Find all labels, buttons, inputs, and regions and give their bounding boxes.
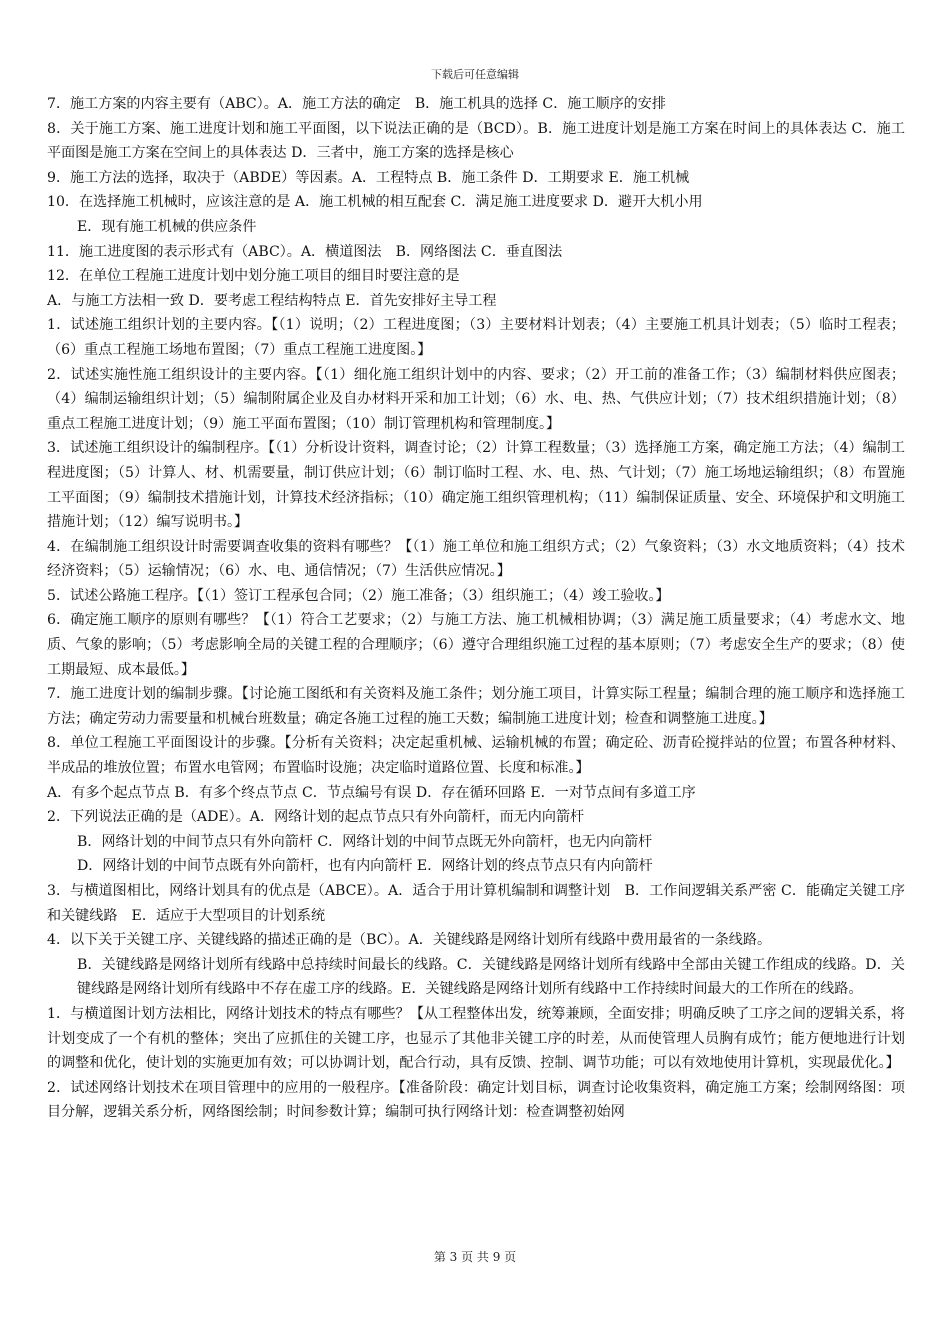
paragraph: 7．施工进度计划的编制步骤。【讨论施工图纸和有关资料及施工条件；划分施工项目，计算实际工程量；编制合理的施工顺序和选择施工方法；确定劳动力需要量和机械台班数量；确定各施工过程的施工天数；编制施工进度计划；检查和调整施工进度。】 <box>47 686 905 727</box>
paragraph: 2．试述网络计划技术在项目管理中的应用的一般程序。【准备阶段：确定计划目标，调查讨论收集资料，确定施工方案；绘制网络图：项目分解，逻辑关系分析，网络图绘制；时间参数计算；编制可执行网络计划：检查调整初始网 <box>47 1079 905 1121</box>
paragraph: 7．施工方案的内容主要有（ABC）。A．施工方法的确定 B．施工机具的选择 C．施工顺序的安排 <box>47 96 666 112</box>
paragraph: E．现有施工机械的供应条件 <box>77 218 257 235</box>
paragraph: B．关键线路是网络计划所有线路中总持续时间最长的线路。C．关键线路是网络计划所有线路中全部由关键工作组成的线路。D．关键线路是网络计划所有线路中不存在虚工序的线路。E．关键线路是网络计划所有线路中工作持续时间最大的工作所在的线路。 <box>77 956 905 998</box>
paragraph: 2．试述实施性施工组织设计的主要内容。【（1）细化施工组织计划中的内容、要求；（2）开工前的准备工作；（3）编制材料供应图表；（4）编制运输组织计划；（5）编制附属企业及自办材料开采和加工计划；（6）水、电、热、气供应计划；（7）技术组织措施计划；（8）重点工程施工进度计划；（9）施工平面布置图；（10）制订管理机构和管理制度。】 <box>47 366 905 432</box>
paragraph: 3．与横道图相比，网络计划具有的优点是（ABCE）。A．适合于用计算机编制和调整计划 B．工作间逻辑关系严密 C．能确定关键工序和关键线路 E．适应于大型项目的计划系统 <box>47 883 905 924</box>
paragraph: 3．试述施工组织设计的编制程序。【（1）分析设计资料，调查讨论；（2）计算工程数量；（3）选择施工方案，确定施工方法；（4）编制工程进度图；（5）计算人、材、机需要量，制订供应计划；（6）制订临时工程、水、电、热、气计划；（7）施工场地运输组织；（8）布置施工平面图；（9）编制技术措施计划，计算技术经济指标；（10）确定施工组织管理机构；（11）编制保证质量、安全、环境保护和文明施工措施计划；（12）编写说明书。】 <box>47 440 905 531</box>
paragraph: 10．在选择施工机械时，应该注意的是 A．施工机械的相互配套 C．满足施工进度要求 D．避开大机小用 <box>47 194 703 211</box>
paragraph: D．网络计划的中间节点既有外向箭杆，也有内向箭杆 E．网络计划的终点节点只有内向箭杆 <box>77 858 653 875</box>
paragraph: A．有多个起点节点 B．有多个终点节点 C．节点编号有误 D．存在循环回路 E．一对节点间有多道工序 <box>47 784 696 801</box>
page-footer: 第 3 页 共 9 页 <box>433 1250 517 1264</box>
paragraph: B．网络计划的中间节点只有外向箭杆 C．网络计划的中间节点既无外向箭杆，也无内向箭杆 <box>77 833 653 850</box>
paragraph: 5．试述公路施工程序。【（1）签订工程承包合同；（2）施工准备；（3）组织施工；（4）竣工验收。】 <box>47 587 670 604</box>
paragraph: 11．施工进度图的表示形式有（ABC）。A．横道图法 B．网络图法 C．垂直图法 <box>47 243 563 260</box>
paragraph: 8．关于施工方案、施工进度计划和施工平面图，以下说法正确的是（BCD）。B．施工进度计划是施工方案在时间上的具体表达 C．施工平面图是施工方案在空间上的具体表达 D．三者中，施工方案的选择是核心 <box>47 120 905 162</box>
paragraph: 1．试述施工组织计划的主要内容。【（1）说明；（2）工程进度图；（3）主要材料计划表；（4）主要施工机具计划表；（5）临时工程表；（6）重点工程施工场地布置图；（7）重点工程施工进度图。】 <box>47 317 905 358</box>
paragraph: 4．以下关于关键工序、关键线路的描述正确的是（BC）。A．关键线路是网络计划所有线路中费用最省的一条线路。 <box>47 932 772 949</box>
document-body <box>47 92 905 1125</box>
paragraph: 12．在单位工程施工进度计划中划分施工项目的细目时要注意的是 <box>47 268 460 285</box>
paragraph: 8．单位工程施工平面图设计的步骤。【分析有关资料；决定起重机械、运输机械的布置；确定砼、沥青砼搅拌站的位置；布置各种材料、半成品的堆放位置；布置水电管网；布置临时设施；决定临时道路位置、长度和标准。】 <box>47 735 905 777</box>
paragraph: 4．在编制施工组织设计时需要调查收集的资料有哪些？【（1）施工单位和施工组织方式；（2）气象资料；（3）水文地质资料；（4）技术经济资料；（5）运输情况；（6）水、电、通信情况；（7）生活供应情况。】 <box>47 538 905 580</box>
paragraph: 6．确定施工顺序的原则有哪些？【（1）符合工艺要求；（2）与施工方法、施工机械相协调；（3）满足施工质量要求；（4）考虑水文、地质、气象的影响；（5）考虑影响全局的关键工程的合理顺序；（6）遵守合理组织施工过程的基本原则；（7）考虑安全生产的要求；（8）使工期最短、成本最低。】 <box>47 612 905 678</box>
paragraph: 1．与横道图计划方法相比，网络计划技术的特点有哪些？【从工程整体出发，统筹兼顾，全面安排；明确反映了工序之间的逻辑关系，将计划变成了一个有机的整体；突出了应抓住的关键工序，也显示了其他非关键工序的时差，从而使管理人员胸有成竹；能方便地进行计划的调整和优化，使计划的实施更加有效；可以协调计划，配合行动，具有反馈、控制、调节功能；可以有效地使用计算机，实现最优化。】 <box>47 1005 905 1072</box>
paragraph: 9．施工方法的选择，取决于（ABDE）等因素。A．工程特点 B．施工条件 D．工期要求 E．施工机械 <box>47 169 690 186</box>
page-header: 下载后可任意编辑 <box>431 68 519 81</box>
paragraph: A．与施工方法相一致 D．要考虑工程结构特点 E．首先安排好主导工程 <box>47 292 497 309</box>
paragraph: 2．下列说法正确的是（ADE）。A．网络计划的起点节点只有外向箭杆，而无内向箭杆 <box>47 809 585 826</box>
